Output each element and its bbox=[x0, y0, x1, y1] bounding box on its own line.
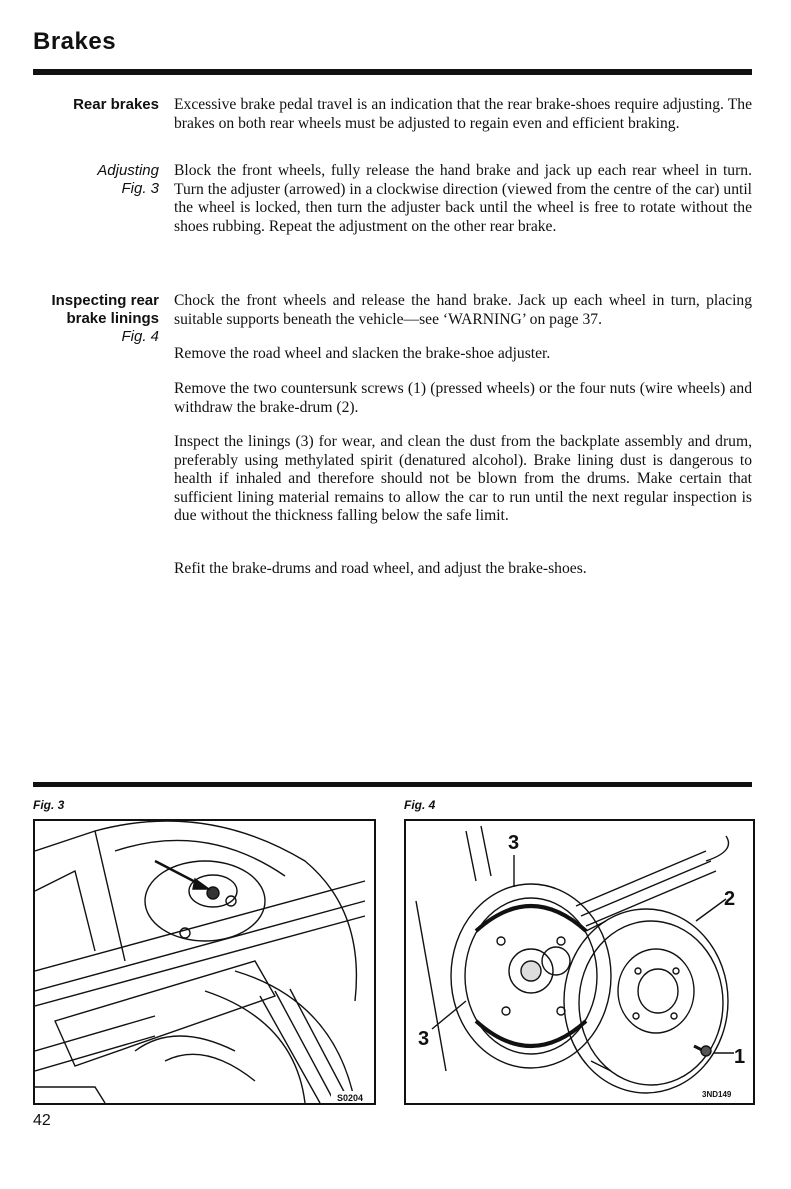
fig4-illustration bbox=[404, 819, 755, 1105]
fig4-callout-3-bottom: 3 bbox=[418, 1028, 430, 1050]
inspecting-para-4: Inspect the linings (3) for wear, and clean the dust from the backplate assembly and drum, preferably using methylated spirit (denatured alcohol). Brake lining dust is dangerous to health if inhaled and therefore should not be blown from the drums. Make certain that sufficient lining material remains to allow the car to run until the next regular inspection is due without the thickness falling below the safe limit. bbox=[174, 433, 752, 525]
fig4-code: 3ND149 bbox=[702, 1090, 732, 1099]
inspecting-fig-ref: Fig. 4 bbox=[121, 328, 159, 345]
fig3-illustration bbox=[33, 819, 376, 1105]
page-title: Brakes bbox=[33, 28, 117, 55]
adjusting-heading: Adjusting bbox=[97, 162, 159, 179]
inspecting-para-2: Remove the road wheel and slacken the brake-shoe adjuster. bbox=[174, 345, 551, 362]
page-number: 42 bbox=[33, 1112, 51, 1129]
fig4-drawing bbox=[406, 821, 753, 1103]
fig4-callout-2: 2 bbox=[724, 888, 736, 910]
title-rule bbox=[33, 69, 752, 75]
inspecting-para-1: Chock the front wheels and release the hand brake. Jack up each wheel in turn, placing suitable supports beneath the vehicle—see ‘WARNING’ on page 37. bbox=[174, 292, 752, 328]
inspecting-para-3: Remove the two countersunk screws (1) (pressed wheels) or the four nuts (wire wheels) and withdraw the brake-drum (2). bbox=[174, 380, 752, 416]
fig4-label: Fig. 4 bbox=[404, 798, 436, 812]
adjusting-text: Block the front wheels, fully release the hand brake and jack up each rear wheel in turn. Turn the adjuster (arrowed) in a clockwise direction (viewed from the centre of the car) until the wheel is locked, then turn the adjuster back until the wheel is free to rotate without the shoes rubbing. Repeat the adjustment on the other rear brake. bbox=[174, 162, 752, 235]
fig3-code: S0204 bbox=[337, 1093, 364, 1103]
inspecting-para-5: Refit the brake-drums and road wheel, and adjust the brake-shoes. bbox=[174, 560, 587, 577]
inspecting-heading-line1: Inspecting rear bbox=[51, 292, 159, 309]
rear-brakes-heading: Rear brakes bbox=[73, 96, 159, 113]
rear-brakes-text: Excessive brake pedal travel is an indication that the rear brake-shoes require adjusting. The brakes on both rear wheels must be adjusted to regain even and efficient braking. bbox=[174, 96, 752, 132]
fig4-callout-1: 1 bbox=[734, 1046, 746, 1068]
fig3-drawing bbox=[35, 821, 374, 1103]
figures-rule bbox=[33, 782, 752, 787]
inspecting-heading-line2: brake linings bbox=[66, 310, 159, 327]
fig4-callout-3-top: 3 bbox=[508, 832, 520, 854]
fig3-label: Fig. 3 bbox=[33, 798, 65, 812]
adjusting-fig-ref: Fig. 3 bbox=[121, 180, 159, 197]
